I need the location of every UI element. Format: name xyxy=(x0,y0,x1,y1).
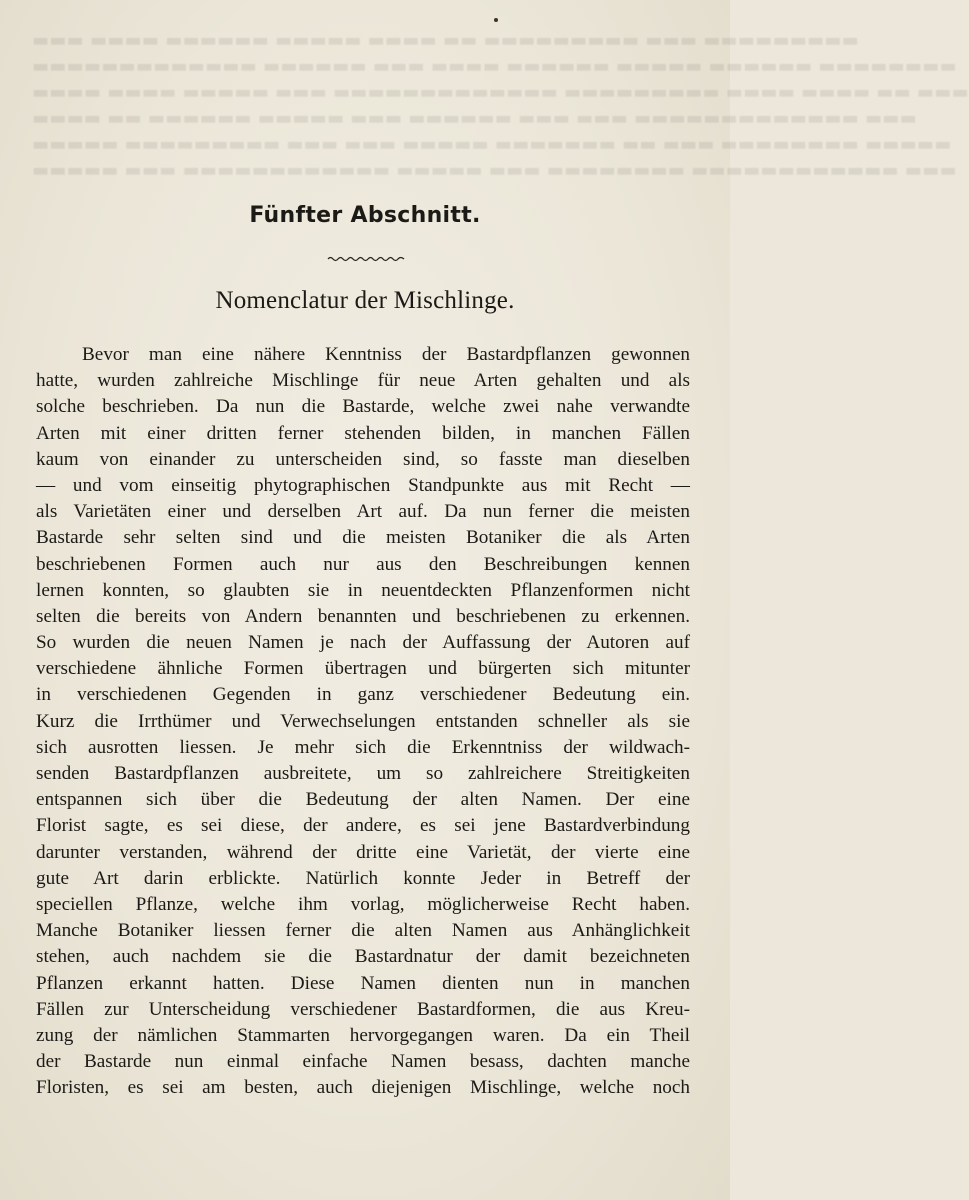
text-line: solche beschrieben. Da nun die Bastarde, welche zwei nahe verwandte xyxy=(36,396,690,418)
printer-mark xyxy=(494,18,498,22)
text-line: entspannen sich über die Bedeutung der alten Namen. Der eine xyxy=(36,789,690,811)
text-line: Bastarde sehr selten sind und die meisten Botaniker die als Arten xyxy=(36,527,690,549)
text-line: Arten mit einer dritten ferner stehenden bilden, in manchen Fällen xyxy=(36,422,690,444)
text-line: der Bastarde nun einmal einfache Namen besass, dachten manche xyxy=(36,1051,690,1073)
text-line: stehen, auch nachdem sie die Bastardnatur der damit bezeichneten xyxy=(36,946,690,968)
text-line: lernen konnten, so glaubten sie in neuentdeckten Pflanzenformen nicht xyxy=(36,579,690,601)
text-line: speciellen Pflanze, welche ihm vorlag, möglicherweise Recht haben. xyxy=(36,893,690,915)
text-line: Bevor man eine nähere Kenntniss der Bastardpflanzen gewonnen xyxy=(82,344,690,365)
chapter-subheading: Nomenclatur der Mischlinge. xyxy=(215,287,515,314)
text-line: beschriebenen Formen auch nur aus den Beschreibungen kennen xyxy=(36,553,690,575)
text-line: Manche Botaniker liessen ferner die alten Namen aus Anhänglichkeit xyxy=(36,920,690,942)
text-line: als Varietäten einer und derselben Art auf. Da nun ferner die meisten xyxy=(36,501,690,523)
text-line: darunter verstanden, während der dritte eine Varietät, der vierte eine xyxy=(36,841,690,863)
section-heading: Fünfter Abschnitt. xyxy=(249,203,481,228)
body-text xyxy=(36,342,690,1101)
text-line: sich ausrotten liessen. Je mehr sich die Erkenntniss der wildwach- xyxy=(36,736,690,758)
text-line: — und vom einseitig phytographischen Standpunkte aus mit Recht — xyxy=(36,474,690,496)
text-line: Florist sagte, es sei diese, der andere, es sei jene Bastardverbindung xyxy=(36,815,690,837)
text-line: selten die bereits von Andern benannten und beschriebenen zu erkennen. xyxy=(36,605,690,627)
text-line: zung der nämlichen Stammarten hervorgegangen waren. Da ein Theil xyxy=(36,1024,690,1046)
text-line: kaum von einander zu unterscheiden sind, so fasste man dieselben xyxy=(36,448,690,470)
text-line: Fällen zur Unterscheidung verschiedener Bastardformen, die aus Kreu- xyxy=(36,998,690,1020)
text-line: hatte, wurden zahlreiche Mischlinge für neue Arten gehalten und als xyxy=(36,370,690,392)
text-line: gute Art darin erblickte. Natürlich konnte Jeder in Betreff der xyxy=(36,867,690,889)
text-line: senden Bastardpflanzen ausbreitete, um so zahlreichere Streitigkeiten xyxy=(36,763,690,784)
text-line: in verschiedenen Gegenden in ganz verschiedener Bedeutung ein. xyxy=(36,684,690,706)
text-line: verschiedene ähnliche Formen übertragen und bürgerten sich mitunter xyxy=(36,658,690,680)
text-line: Floristen, es sei am besten, auch diejenigen Mischlinge, welche noch xyxy=(36,1077,690,1099)
text-line: Pflanzen erkannt hatten. Diese Namen dienten nun in manchen xyxy=(36,972,690,994)
text-line: So wurden die neuen Namen je nach der Auffassung der Autoren auf xyxy=(36,632,690,654)
ornament-rule xyxy=(326,256,406,262)
bleed-through-text: ▬▬▬ ▬▬▬▬ ▬▬▬▬▬▬ ▬▬▬▬▬ ▬▬▬▬ ▬▬ ▬▬▬▬▬▬▬▬▬ ▬▬▬ ▬▬▬▬▬▬▬▬▬ ▬▬▬▬▬▬▬▬▬▬▬▬▬ ▬▬▬▬▬▬ ▬▬▬ ▬▬▬▬ ▬▬▬▬▬▬ ▬▬▬▬▬ ▬▬▬▬▬▬ ▬▬▬▬▬▬▬▬ ▬▬▬▬ ▬▬▬▬ ▬▬▬▬▬ ▬▬▬ ▬▬▬▬▬▬▬▬▬▬▬▬▬ ▬▬▬▬▬▬▬▬▬ ▬▬▬▬ ▬▬▬▬ ▬▬ ▬▬▬ ▬▬▬▬ ▬▬ ▬▬▬▬▬▬ ▬▬▬▬▬ ▬▬▬ ▬▬▬▬▬▬ ▬▬▬ ▬▬▬ ▬▬▬▬▬▬▬▬▬▬▬▬▬ ▬▬▬ ▬▬▬▬▬ ▬▬▬▬▬▬▬▬▬ ▬▬▬ ▬▬▬ ▬▬▬▬▬ ▬▬▬▬▬▬▬ ▬▬ ▬▬▬ ▬▬▬▬▬▬▬▬ ▬▬▬▬▬ ▬▬▬▬▬ ▬▬▬ ▬▬▬▬▬▬▬▬▬▬▬▬ ▬▬▬▬▬ ▬▬▬ ▬▬▬▬▬▬▬▬ ▬▬▬▬▬▬▬▬▬▬▬▬ ▬▬▬ xyxy=(32,30,969,181)
text-line: Kurz die Irrthümer und Verwechselungen entstanden schneller als sie xyxy=(36,710,690,732)
